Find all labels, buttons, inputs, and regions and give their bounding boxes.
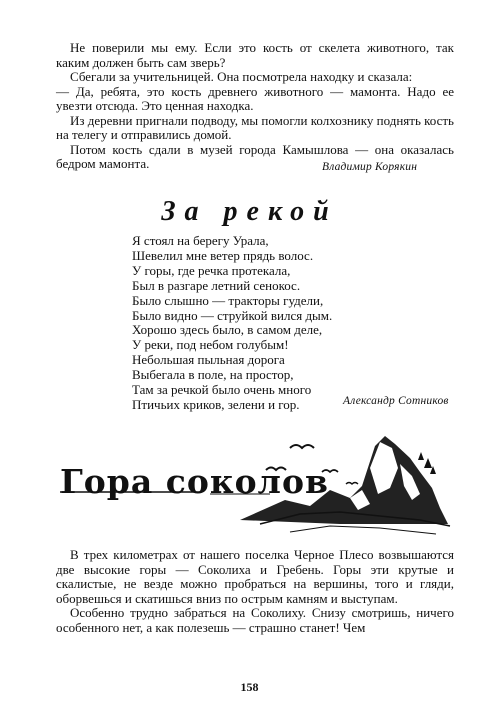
poem-line: Хорошо здесь было, в самом деле, — [132, 322, 323, 338]
poem-line: Там за речкой было очень много — [132, 382, 312, 398]
bird-icon — [290, 445, 314, 448]
poem-line: Небольшая пыльная дорога — [132, 352, 285, 368]
story-text — [56, 548, 454, 635]
poem-line: Было видно — струйкой вился дым. — [132, 307, 333, 323]
story-author: Владимир Корякин — [322, 161, 418, 173]
poem-line: Я стоял на берегу Урала, — [132, 233, 269, 248]
poem-body — [132, 234, 332, 413]
paragraph: — Да, ребята, это кость древнего животного — мамонта. Надо ее увезти отсюда. Это ценная находка. — [56, 83, 454, 113]
paragraph: Особенно трудно забраться на Соколиху. Снизу смотришь, ничего особенного нет, а как полезешь — страшно станет! Чем — [56, 605, 454, 635]
poem-line: У реки, под небом голубым! — [132, 337, 289, 353]
paragraph: Сбегали за учительницей. Она посмотрела находку и сказала: — [70, 69, 413, 84]
poem-line: Птичьих криков, зелени и гор. — [132, 396, 300, 412]
page-number: 158 — [240, 680, 259, 694]
poem-line: У горы, где речка протекала, — [132, 262, 291, 278]
poem-line: Был в разгаре летний сенокос. — [132, 277, 301, 293]
poem-line: Было слышно — тракторы гудели, — [132, 292, 324, 308]
paragraph: Потом кость сдали в музей города Камышлова — она оказалась бедром мамонта. — [56, 141, 454, 171]
paragraph: В трех километрах от нашего поселка Черное Плесо возвышаются две высокие горы — Соколиха и Гребень. Горы эти крутые и скалистые, не везде можно пробраться на вершины, того и гляди, оборвешься и скатишься вниз по острым камням и выступам. — [56, 547, 454, 606]
poem-line: Шевелил мне ветер прядь волос. — [132, 247, 314, 263]
paragraph: Не поверили мы ему. Если это кость от скелета животного, так каким должен быть сам зверь? — [56, 40, 454, 70]
poem-line: Выбегала в поле, на простор, — [132, 367, 294, 383]
paragraph: Из деревни пригнали подводу, мы помогли колхознику поднять кость на телегу и отправились домой. — [56, 112, 454, 142]
poem-author: Александр Сотников — [343, 395, 449, 407]
poem-title: За рекой — [161, 196, 338, 227]
story-fragment — [56, 41, 454, 172]
bird-icon — [346, 483, 358, 485]
story-title: Гора соколов — [60, 462, 329, 501]
